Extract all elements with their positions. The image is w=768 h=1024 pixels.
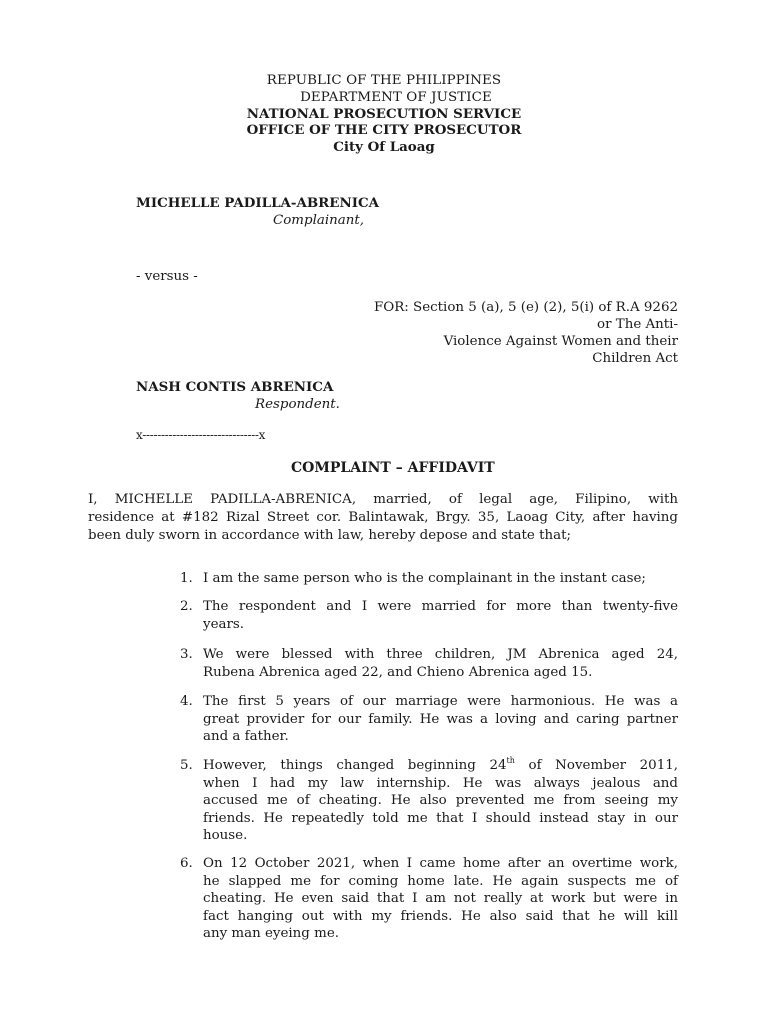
item-number: 5. xyxy=(180,758,193,773)
item-text xyxy=(203,757,678,845)
header-department: DEPARTMENT OF JUSTICE xyxy=(300,90,492,105)
document-title: COMPLAINT – AFFIDAVIT xyxy=(291,460,495,476)
for-line-1: FOR: Section 5 (a), 5 (e) (2), 5(i) of R.A 9262 xyxy=(373,300,678,315)
item-text xyxy=(203,855,678,943)
item-number: 6. xyxy=(180,856,193,871)
item-line: The first 5 years of our marriage were harmonious. He was a xyxy=(203,694,678,709)
item-text xyxy=(203,693,678,746)
item-line: We were blessed with three children, JM Abrenica aged 24, xyxy=(203,647,678,662)
for-line-4: Children Act xyxy=(592,351,678,366)
item-number: 3. xyxy=(180,647,193,662)
intro-paragraph xyxy=(88,491,678,545)
item-line: The respondent and I were married for more than twenty-five xyxy=(203,599,678,614)
for-line-2: or The Anti- xyxy=(597,317,678,332)
item-line: years. xyxy=(203,616,245,632)
item-line: Rubena Abrenica aged 22, and Chieno Abrenica aged 15. xyxy=(203,664,593,680)
intro-line: residence at #182 Rizal Street cor. Balintawak, Brgy. 35, Laoag City, after having xyxy=(88,510,678,525)
header-office: OFFICE OF THE CITY PROSECUTOR xyxy=(246,122,522,138)
for-line-3: Violence Against Women and their xyxy=(443,334,678,349)
ordinal-suffix: th xyxy=(506,756,515,765)
complainant-role: Complainant, xyxy=(273,213,364,228)
item-line: cheating. He even said that I am not really at work but were in xyxy=(203,891,678,906)
complainant-name: MICHELLE PADILLA-ABRENICA xyxy=(136,195,380,211)
item-line-part: However, things changed beginning 24 xyxy=(203,758,507,773)
item-line: house. xyxy=(203,828,248,843)
item-line: when I had my law internship. He was always jealous and xyxy=(203,775,678,791)
versus-label: - versus - xyxy=(136,269,198,284)
intro-line: been duly sworn in accordance with law, hereby depose and state that; xyxy=(88,528,571,543)
item-line: great provider for our family. He was a loving and caring partner xyxy=(203,711,678,727)
item-line xyxy=(203,757,678,775)
respondent-role: Respondent. xyxy=(255,397,340,412)
header-city: City Of Laoag xyxy=(333,139,435,155)
item-line: and a father. xyxy=(203,729,289,744)
item-text xyxy=(203,598,678,633)
item-number: 1. xyxy=(180,571,193,586)
caption-divider: x-------------------------------x xyxy=(136,428,266,442)
item-text xyxy=(203,646,678,681)
item-line: accused me of cheating. He also prevented me from seeing my xyxy=(203,793,678,808)
item-number: 2. xyxy=(180,599,193,614)
item-line: friends. He repeatedly told me that I should instead stay in our xyxy=(203,810,678,826)
header-service: NATIONAL PROSECUTION SERVICE xyxy=(246,106,522,122)
item-number: 4. xyxy=(180,694,193,709)
item-line: any man eyeing me. xyxy=(203,926,340,941)
item-text xyxy=(203,570,678,588)
item-line: fact hanging out with my friends. He also said that he will kill xyxy=(203,908,678,924)
item-line: I am the same person who is the complainant in the instant case; xyxy=(203,571,646,586)
respondent-name: NASH CONTIS ABRENICA xyxy=(136,379,334,395)
header-republic: REPUBLIC OF THE PHILIPPINES xyxy=(266,73,502,88)
intro-line: I, MICHELLE PADILLA-ABRENICA, married, of legal age, Filipino, with xyxy=(88,492,678,507)
item-line: he slapped me for coming home late. He again suspects me of xyxy=(203,873,678,889)
item-line: On 12 October 2021, when I came home after an overtime work, xyxy=(203,856,678,871)
item-line-part: of November 2011, xyxy=(514,758,678,773)
